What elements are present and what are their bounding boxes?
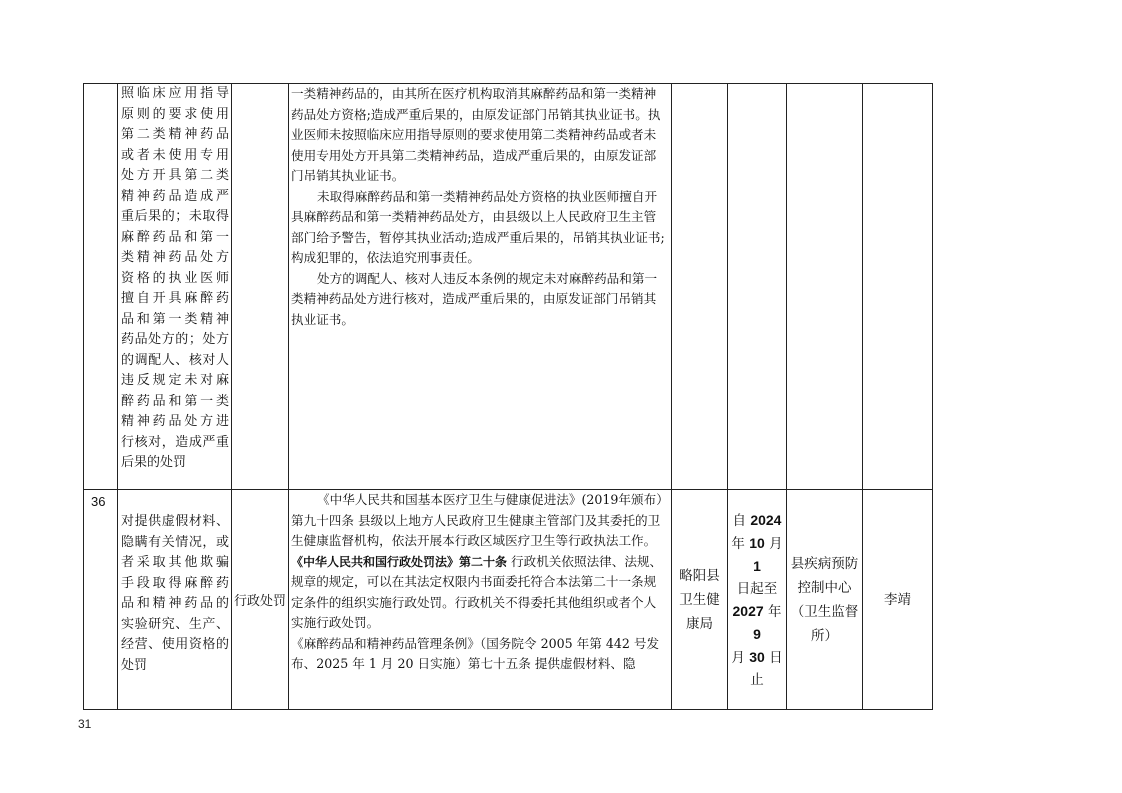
authorization-period [728,509,786,691]
item-line: 醉药品和第一类 [121,393,229,409]
item-line: 类精神药品处方 [121,250,229,265]
item-cell [118,490,232,710]
time-cell [728,84,787,490]
date-number: 2027 [732,602,764,619]
date-text: 日起至 [736,580,778,597]
law-paragraph [291,552,668,634]
law-citation-title: 《中华人民共和国行政处罚法》第二十条 [291,554,508,569]
law-cell [289,84,672,490]
item-cell [118,84,232,490]
item-line: 品和第一类精神 [121,311,229,327]
item-line: 处罚 [121,657,148,673]
date-number: 30 [749,648,765,665]
item-line: 重后果的；未取得 [121,209,229,224]
row-number-cell [84,490,118,710]
type-cell [232,84,289,490]
organization-line: 县疾病预防 [790,555,859,572]
row-number-cell [84,84,118,490]
law-paragraph: 《中华人民共和国基本医疗卫生与健康促进法》(2019年颁布）第九十四条 县级以上地方人民政府卫生健康主管部门及其委托的卫生健康监督机构，依法开展本行政区域医疗卫生等行政执法工作。 [291,492,663,548]
table-row [84,84,933,490]
item-line: 实验研究、生产、 [121,616,229,632]
date-number: 9 [753,625,761,642]
law-basis [289,84,671,330]
responsible-person: 李靖 [884,591,911,608]
law-paragraph: 一类精神药品的，由其所在医疗机构取消其麻醉药品和第一类精神药品处方资格;造成严重后果的，由原发证部门吊销其执业证书。执业医师未按照临床应用指导原则的要求使用第二类精神药品或者未使用专用处方开具第二类精神药品，造成严重后果的，由原发证部门吊销其执业证书。 [291,86,661,183]
date-text: 自 [732,512,751,529]
item-line: 或者未使用专用 [121,147,229,163]
date-text: 年 [731,535,750,552]
law-basis [289,490,671,675]
action-type: 行政处罚 [233,594,286,609]
organization-cell [787,490,863,710]
item-line: 者采取其他欺骗 [121,555,229,570]
date-text: 年 [763,603,782,620]
entrusted-organization [791,552,859,648]
item-line: 行核对，造成严重 [121,434,229,450]
organization-line: （卫生监督 [790,603,859,620]
department-line: 卫生健 [679,591,720,608]
organization-cell [787,84,863,490]
item-line: 隐瞒有关情况，或 [121,534,229,550]
organization-line: 所） [811,627,838,644]
law-cell [289,490,672,710]
department-cell [672,490,728,710]
item-line: 第二类精神药品 [121,127,229,142]
item-line: 精神药品处方进 [121,414,229,429]
item-line: 后果的处罚 [121,455,187,470]
date-text: 月 [731,649,750,666]
item-line: 麻醉药品和第一 [121,229,229,245]
item-line: 原则的要求使用 [121,106,229,122]
law-paragraph: 《麻醉药品和精神药品管理条例》（国务院令 2005 年第 442 号发布、2025 年 1 月 20 日实施）第七十五条 提供虚假材料、隐 [291,635,660,671]
page-number: 31 [78,717,92,731]
item-line: 手段取得麻醉药 [121,575,229,591]
item-line: 资格的执业医师 [121,270,229,286]
organization-line: 控制中心 [797,579,852,596]
law-paragraph: 处方的调配人、核对人违反本条例的规定未对麻醉药品和第一类精神药品处方进行核对，造成严重后果的，由原发证部门吊销其执业证书。 [291,270,658,327]
department-line: 略阳县 [679,567,720,584]
item-description [118,490,231,676]
date-text: 止 [750,671,764,688]
item-line: 处方开具第二类 [121,168,229,183]
department-name [679,564,720,636]
item-line: 擅自开具麻醉药 [121,291,229,306]
row-number: 36 [91,494,106,509]
date-text: 日 [764,649,783,666]
date-number: 10 [749,534,765,551]
item-line: 对提供虚假材料、 [121,514,229,529]
item-line: 的调配人、核对人 [121,352,229,368]
table-row [84,490,933,710]
date-number: 1 [753,557,761,574]
department-cell [672,84,728,490]
time-cell [728,490,787,710]
authorization-table [83,83,933,710]
item-line: 精神药品造成严 [121,188,229,204]
law-citation-body: 行政机关依照法律、法规、规章的规定，可以在其法定权限内书面委托符合本法第二十一条规定条件的组织实施行政处罚。行政机关不得委托其他组织或者个人实施行政处罚。 [291,553,663,630]
date-text: 月 [764,535,783,552]
item-line: 药品处方的；处方 [121,332,229,347]
person-cell [863,84,933,490]
item-line: 照临床应用指导 [121,86,229,101]
person-cell [863,490,933,710]
item-description [118,84,231,474]
item-line: 品和精神药品的 [121,596,229,611]
type-cell [232,490,289,710]
department-line: 康局 [686,615,713,632]
law-paragraph: 未取得麻醉药品和第一类精神药品处方资格的执业医师擅自开具麻醉药品和第一类精神药品处方，由县级以上人民政府卫生主管部门给予警告，暂停其执业活动;造成严重后果的，吊销其执业证书;构成犯罪的，依法追究刑事责任。 [291,188,665,265]
item-line: 经营、使用资格的 [121,637,229,652]
date-number: 2024 [750,511,782,528]
item-line: 违反规定未对麻 [121,373,229,388]
